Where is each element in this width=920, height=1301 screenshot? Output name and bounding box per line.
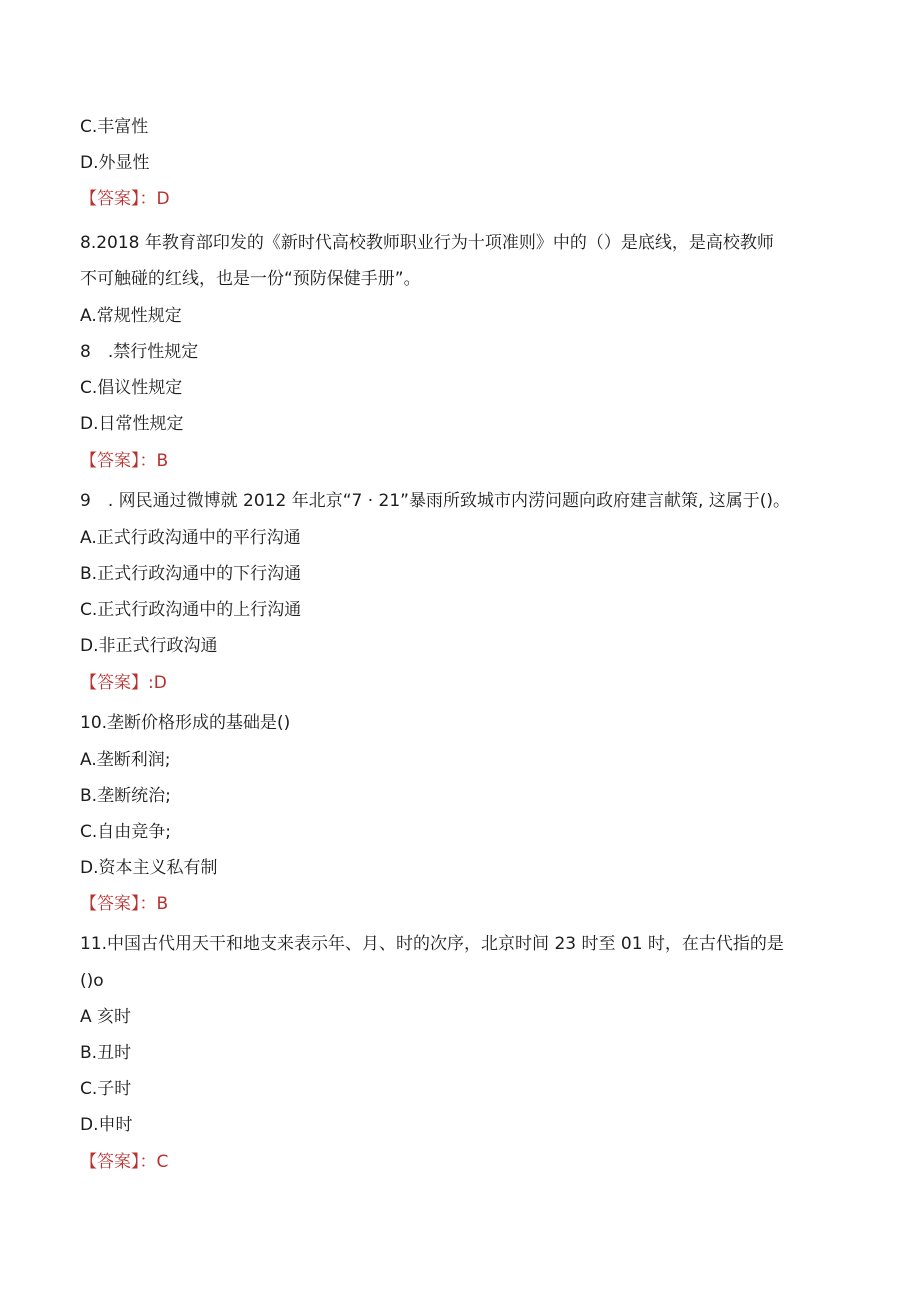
question-text: 不可触碰的红线，也是一份“预防保健手册”。 [80, 269, 421, 289]
option-text: B.正式行政沟通中的下行沟通 [80, 564, 302, 584]
option-text: A.垄断利润; [80, 750, 171, 770]
question-text: 10.垄断价格形成的基础是() [80, 713, 291, 733]
option-text: A 亥时 [80, 1007, 132, 1027]
question-text: 11.中国古代用天干和地支来表示年、月、时的次序，北京时间 23 时至 01 时，在古代指的是 [80, 934, 784, 954]
question-text: ()o [80, 971, 104, 991]
question-text: 9 . 网民通过微博就 2012 年北京“7 · 21”暴雨所致城市内涝问题向政府建言献策, 这属于()。 [80, 491, 791, 511]
option-text: B.垄断统治; [80, 786, 171, 806]
option-text: D.申时 [80, 1115, 133, 1135]
answer-text: 【答案】：B [80, 451, 169, 471]
answer-text: 【答案】:D [80, 673, 167, 693]
option-text: C.自由竞争; [80, 822, 172, 842]
option-text: A.正式行政沟通中的平行沟通 [80, 528, 301, 548]
answer-text: 【答案】：D [80, 189, 170, 209]
option-text: 8 .禁行性规定 [80, 342, 199, 362]
option-text: D.日常性规定 [80, 414, 184, 434]
option-text: C.正式行政沟通中的上行沟通 [80, 600, 302, 620]
option-text: A.常规性规定 [80, 306, 182, 326]
answer-text: 【答案】：C [80, 1152, 169, 1172]
option-text: D.非正式行政沟通 [80, 636, 218, 656]
option-text: C.倡议性规定 [80, 378, 183, 398]
option-text: D.外显性 [80, 153, 150, 173]
answer-text: 【答案】：B [80, 894, 169, 914]
question-text: 8.2018 年教育部印发的《新时代高校教师职业行为十项准则》中的（）是底线，是高校教师 [80, 233, 774, 253]
option-text: B.丑时 [80, 1043, 132, 1063]
option-text: D.资本主义私有制 [80, 858, 218, 878]
option-text: C.子时 [80, 1079, 132, 1099]
option-text: C.丰富性 [80, 117, 149, 137]
